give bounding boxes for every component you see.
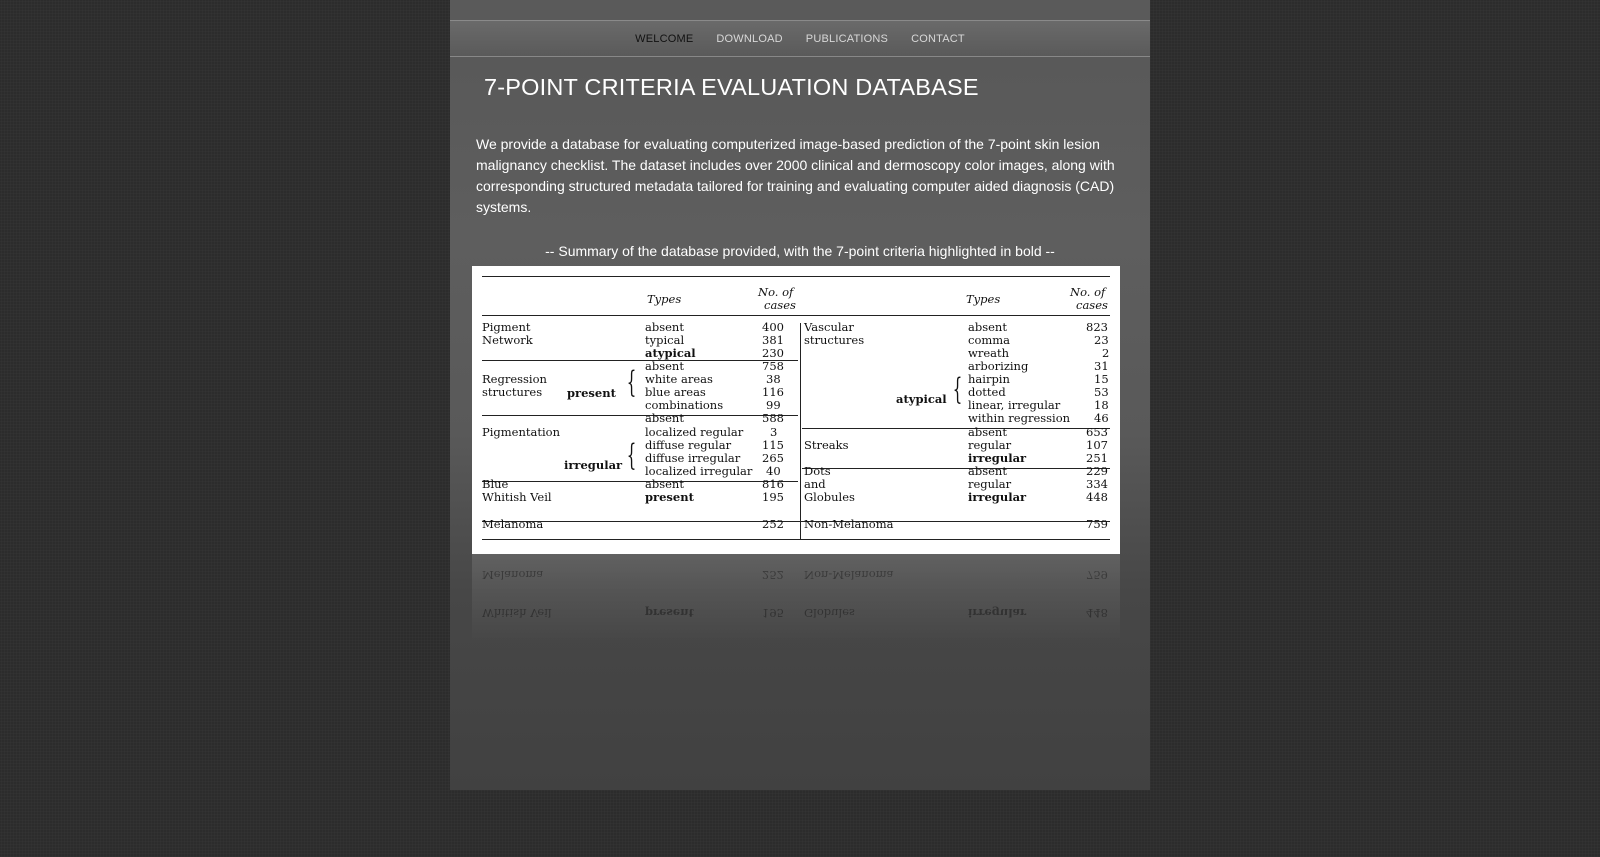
group-label: atypical [896, 392, 947, 406]
rule [802, 468, 1110, 469]
type-cell: typical [645, 333, 685, 347]
count-cell: 2 [1102, 346, 1110, 360]
rule-header [482, 315, 1110, 316]
type-cell: diffuse irregular [645, 451, 741, 465]
rule [482, 415, 798, 416]
nav-download[interactable]: DOWNLOAD [716, 32, 783, 45]
header-types: Types [966, 292, 1001, 306]
melanoma-count: 252 [762, 517, 784, 531]
count-cell: 116 [762, 385, 784, 399]
non-melanoma-label: Non-Melanoma [804, 517, 894, 531]
table-reflection [472, 554, 1120, 644]
type-cell: linear, irregular [968, 398, 1061, 412]
type-cell: absent [968, 425, 1007, 439]
rule-bottom [482, 539, 1110, 540]
count-cell: 23 [1094, 333, 1109, 347]
type-cell: hairpin [968, 372, 1010, 386]
type-cell: present [645, 490, 694, 504]
type-cell: white areas [645, 372, 713, 386]
type-cell: arborizing [968, 359, 1029, 373]
non-melanoma-count: 759 [1086, 517, 1108, 531]
group-label: present [567, 386, 616, 400]
header-cases: cases [1076, 298, 1108, 312]
type-cell: localized regular [645, 425, 744, 439]
main-nav [450, 21, 1150, 57]
reflection-text: Whitish Veil [482, 606, 552, 620]
header-no: No. of [1070, 285, 1106, 299]
count-cell: 816 [762, 477, 784, 491]
reflection-text: irregular [968, 606, 1027, 620]
type-cell: absent [968, 464, 1007, 478]
reflection-text: Non-Melanoma [804, 568, 894, 582]
criterion-label: Network [482, 333, 533, 347]
count-cell: 229 [1086, 464, 1108, 478]
nav-publications[interactable]: PUBLICATIONS [805, 32, 889, 45]
count-cell: 31 [1094, 359, 1109, 373]
type-cell: comma [968, 333, 1011, 347]
type-cell: combinations [645, 398, 724, 412]
reflection-text: present [645, 606, 694, 620]
group-label: irregular [564, 458, 623, 472]
type-cell: dotted [968, 385, 1006, 399]
type-cell: absent [645, 320, 684, 334]
count-cell: 40 [766, 464, 781, 478]
reflection-text: 195 [762, 606, 784, 620]
intro-paragraph: We provide a database for evaluating computerized image-based prediction of the 7-point skin lesion malignancy checklist. The dataset includes over 2000 clinical and dermoscopy color images, along with corresponding structured metadata tailored for training and evaluating computer aided diagnosis (CAD) systems. [476, 136, 1115, 215]
content-panel [450, 0, 1150, 790]
count-cell: 53 [1094, 385, 1109, 399]
criterion-label: Pigmentation [482, 425, 561, 439]
count-cell: 15 [1094, 372, 1109, 386]
count-cell: 46 [1094, 411, 1109, 425]
type-cell: irregular [968, 490, 1027, 504]
count-cell: 823 [1086, 320, 1108, 334]
criterion-label: Pigment [482, 320, 531, 334]
count-cell: 99 [766, 398, 781, 412]
type-cell: within regression [968, 411, 1071, 425]
brace-icon: { [626, 365, 637, 400]
criterion-label: structures [482, 385, 543, 399]
count-cell: 115 [762, 438, 784, 452]
nav-welcome[interactable]: WELCOME [635, 32, 694, 45]
type-cell: diffuse regular [645, 438, 732, 452]
count-cell: 38 [766, 372, 781, 386]
count-cell: 653 [1086, 425, 1108, 439]
type-cell: absent [645, 477, 684, 491]
page-title: 7-POINT CRITERIA EVALUATION DATABASE [484, 74, 979, 100]
count-cell: 230 [762, 346, 784, 360]
header-cases: cases [764, 298, 796, 312]
criterion-label: Dots [804, 464, 831, 478]
count-cell: 195 [762, 490, 784, 504]
type-cell: regular [968, 477, 1012, 491]
type-cell: wreath [968, 346, 1010, 360]
count-cell: 3 [770, 425, 778, 439]
criterion-label: and [804, 477, 826, 491]
reflection-text: 448 [1086, 606, 1108, 620]
criterion-label: Globules [804, 490, 855, 504]
count-cell: 588 [762, 411, 784, 425]
criterion-label: Streaks [804, 438, 849, 452]
type-cell: absent [645, 359, 684, 373]
type-cell: irregular [968, 451, 1027, 465]
count-cell: 107 [1086, 438, 1108, 452]
summary-table-image [472, 266, 1120, 554]
reflection-text: Melanoma [482, 568, 544, 582]
criterion-label: Blue [482, 477, 509, 491]
count-cell: 334 [1086, 477, 1108, 491]
table-caption: -- Summary of the database provided, with the 7-point criteria highlighted in bold -- [545, 243, 1055, 259]
type-cell: absent [645, 411, 684, 425]
type-cell: blue areas [645, 385, 706, 399]
criterion-label: Whitish Veil [482, 490, 552, 504]
count-cell: 18 [1094, 398, 1109, 412]
count-cell: 265 [762, 451, 784, 465]
rule [482, 521, 1110, 522]
brace-icon: { [952, 372, 963, 407]
type-cell: localized irregular [645, 464, 753, 478]
header-strip [450, 0, 1150, 21]
brace-icon: { [626, 438, 637, 473]
count-cell: 251 [1086, 451, 1108, 465]
reflection-text: 759 [1086, 568, 1108, 582]
type-cell: atypical [645, 346, 696, 360]
rule-top [482, 276, 1110, 277]
reflection-text: Globules [804, 606, 855, 620]
count-cell: 758 [762, 359, 784, 373]
melanoma-label: Melanoma [482, 517, 544, 531]
rule [482, 481, 798, 482]
rule [802, 428, 1110, 429]
type-cell: absent [968, 320, 1007, 334]
count-cell: 381 [762, 333, 784, 347]
header-types: Types [647, 292, 682, 306]
criterion-label: Vascular [804, 320, 854, 334]
header-no: No. of [758, 285, 794, 299]
nav-contact[interactable]: CONTACT [911, 32, 965, 45]
count-cell: 448 [1086, 490, 1108, 504]
criterion-label: structures [804, 333, 865, 347]
rule [482, 360, 798, 361]
criterion-label: Regression [482, 372, 547, 386]
column-divider [800, 323, 801, 539]
count-cell: 400 [762, 320, 784, 334]
reflection-text: 252 [762, 568, 784, 582]
type-cell: regular [968, 438, 1012, 452]
